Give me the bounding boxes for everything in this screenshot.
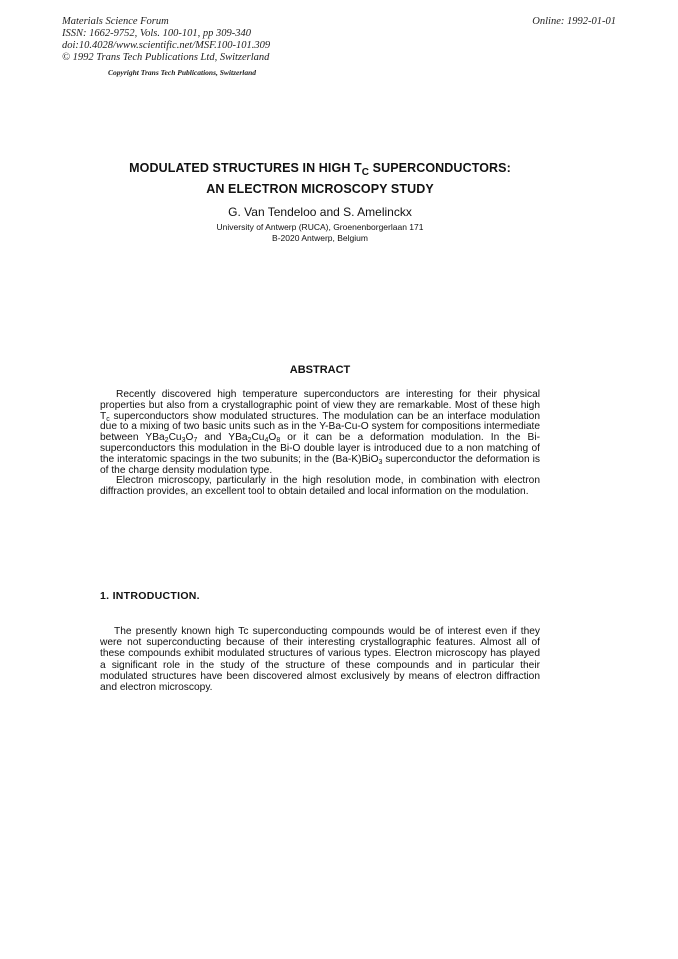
affiliation-line-1: University of Antwerp (RUCA), Groenenborgerlaan 171: [216, 222, 424, 232]
online-date: Online: 1992-01-01: [532, 16, 616, 27]
copyright-notice: Copyright Trans Tech Publications, Switzerland: [108, 68, 257, 77]
journal-name: Materials Science Forum: [62, 16, 169, 27]
introduction-paragraph-1: The presently known high Tc superconducting compounds would be of interest even if they were not superconducting because of their interesting crystallographic features. Almost all of these compounds exhibit modulated structures of various types. Electron microscopy has played a significant role in the study of the structure of these compounds and in particular their modulated structures have been discovered almost exclusively by means of electron diffraction and electron microscopy.: [100, 626, 540, 694]
journal-copyright: © 1992 Trans Tech Publications Ltd, Switzerland: [62, 52, 270, 63]
abstract-paragraph-1: Recently discovered high temperature superconductors are interesting for their physical properties but also from a crystallographic point of view they are remarkable. Most of these high $T_c$ superconductors show modulated structures. The modulation can be an interface modulation due to a mixing of two basic units such as in the Y-Ba-Cu-O system for compositions intermediate between $YBa_2Cu_3O_7$ and $YBa_2Cu_4O_8$ or it can be a deformation modulation. In the Bi-superconductors this modulation in the Bi-O double layer is introduced due to a non matching of the interatomic spacings in the two subunits; in the (Ba-K)BiO$_3$ superconductor the deformation is of the charge density modulation type.: [100, 389, 540, 476]
journal-issn: ISSN: 1662-9752, Vols. 100-101, pp 309-340: [62, 28, 251, 39]
introduction-heading: 1. INTRODUCTION.: [100, 590, 200, 602]
abstract-body: [100, 390, 540, 498]
affiliation-line-2: B-2020 Antwerp, Belgium: [272, 233, 368, 243]
abstract-paragraph-2: Electron microscopy, particularly in the high resolution mode, in combination with electron diffraction provides, an excellent tool to obtain detailed and local information on the modulation.: [100, 475, 540, 498]
introduction-body: [100, 626, 540, 693]
journal-info: [62, 16, 270, 64]
title-line-1: MODULATED STRUCTURES IN HIGH $T_C$ SUPERCONDUCTORS:: [129, 161, 511, 178]
journal-doi: doi:10.4028/www.scientific.net/MSF.100-101.309: [62, 40, 271, 51]
authors: G. Van Tendeloo and S. Amelinckx: [228, 205, 412, 219]
paper-title: [100, 160, 540, 197]
title-line-2: AN ELECTRON MICROSCOPY STUDY: [206, 182, 434, 196]
affiliation: [100, 222, 540, 244]
abstract-heading: ABSTRACT: [289, 364, 351, 376]
